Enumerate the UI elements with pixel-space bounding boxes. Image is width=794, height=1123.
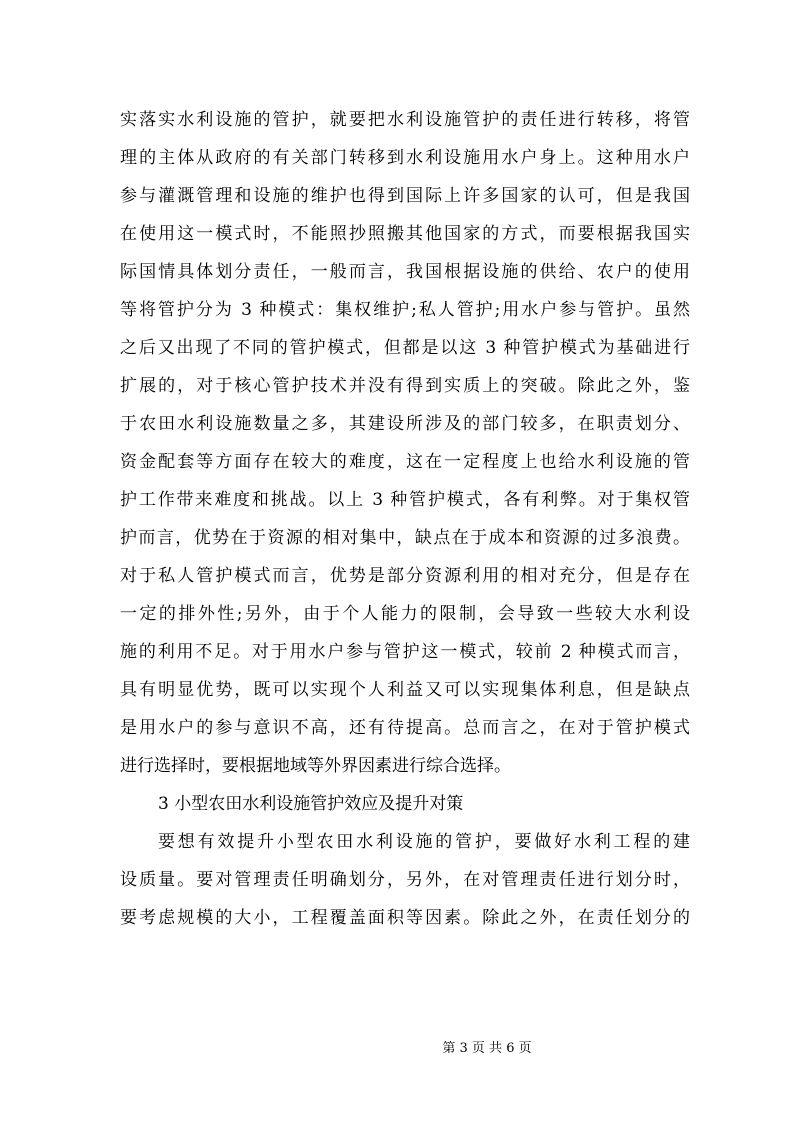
body-line: 一定的排外性;另外，由于个人能力的限制，会导致一些较大水利设	[120, 604, 690, 624]
body-line: 扩展的，对于核心管护技术并没有得到实质上的突破。除此之外，鉴	[120, 376, 690, 396]
body-line: 要考虑规模的大小，工程覆盖面积等因素。除此之外，在责任划分的	[120, 908, 690, 928]
body-line: 际国情具体划分责任，一般而言，我国根据设施的供给、农户的使用	[120, 262, 690, 282]
body-line: 之后又出现了不同的管护模式，但都是以这 3 种管护模式为基础进行	[120, 338, 690, 358]
section-heading: 3 小型农田水利设施管护效应及提升对策	[158, 794, 464, 814]
body-line: 进行选择时，要根据地域等外界因素进行综合选择。	[120, 756, 511, 776]
page-number: 第 3 页 共 6 页	[442, 1041, 532, 1056]
body-line: 施的利用不足。对于用水户参与管护这一模式，较前 2 种模式而言，	[120, 642, 690, 662]
body-line: 具有明显优势，既可以实现个人利益又可以实现集体利息，但是缺点	[120, 680, 690, 700]
body-line: 是用水户的参与意识不高，还有待提高。总而言之，在对于管护模式	[120, 718, 690, 738]
body-line: 在使用这一模式时，不能照抄照搬其他国家的方式，而要根据我国实	[120, 224, 690, 244]
body-line: 对于私人管护模式而言，优势是部分资源利用的相对充分，但是存在	[120, 566, 690, 586]
body-line: 资金配套等方面存在较大的难度，这在一定程度上也给水利设施的管	[120, 452, 690, 472]
body-line: 护而言，优势在于资源的相对集中，缺点在于成本和资源的过多浪费。	[120, 528, 690, 548]
body-line: 设质量。要对管理责任明确划分，另外，在对管理责任进行划分时，	[120, 870, 690, 890]
body-line: 等将管护分为 3 种模式：集权维护;私人管护;用水户参与管护。虽然	[120, 300, 690, 320]
body-line: 实落实水利设施的管护，就要把水利设施管护的责任进行转移，将管	[120, 110, 690, 130]
body-line: 参与灌溉管理和设施的维护也得到国际上许多国家的认可，但是我国	[120, 186, 690, 206]
body-line: 护工作带来难度和挑战。以上 3 种管护模式，各有利弊。对于集权管	[120, 490, 690, 510]
body-line: 要想有效提升小型农田水利设施的管护，要做好水利工程的建	[158, 832, 690, 852]
body-line: 理的主体从政府的有关部门转移到水利设施用水户身上。这种用水户	[120, 148, 690, 168]
body-line: 于农田水利设施数量之多，其建设所涉及的部门较多，在职责划分、	[120, 414, 690, 434]
